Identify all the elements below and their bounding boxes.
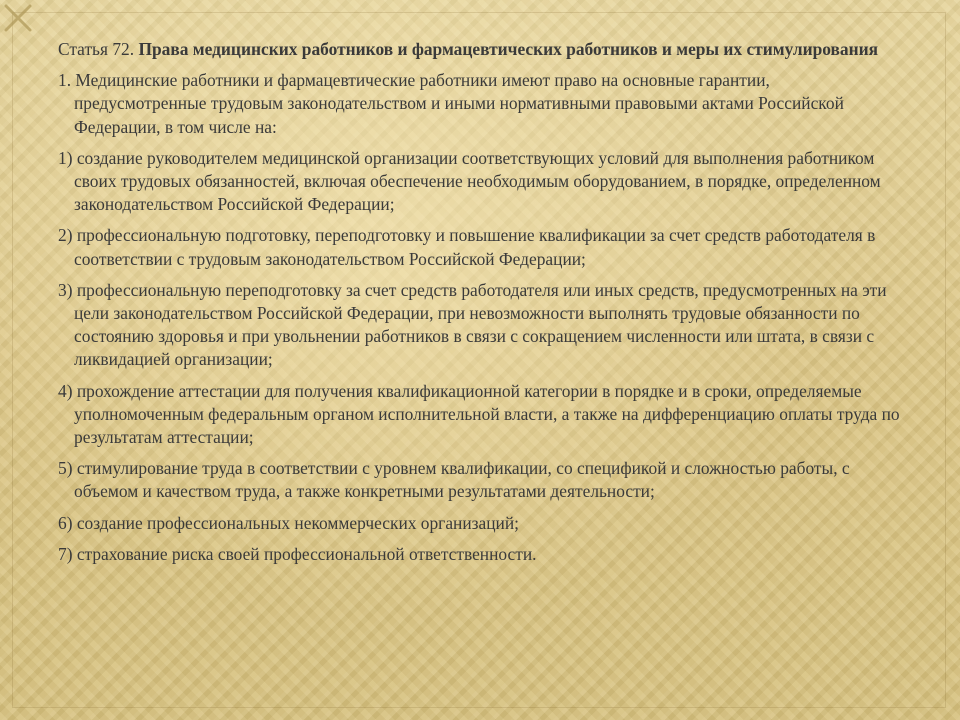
article-title: Права медицинских работников и фармацевтических работников и меры их стимулирования [138, 39, 879, 59]
paragraph-item-2: 2) профессиональную подготовку, переподготовку и повышение квалификации за счет средств работодателя в соответствии с трудовым законодательством Российской Федерации; [58, 225, 876, 269]
paragraph-item-5: 5) стимулирование труда в соответствии с уровнем квалификации, со спецификой и сложностью работы, с объемом и качеством труда, а также конкретными результатами деятельности; [58, 458, 850, 502]
paragraph-item-4: 4) прохождение аттестации для получения квалификационной категории в порядке и в сроки, определяемые уполномоченным федеральным органом исполнительной власти, а также на дифференциацию оплаты труда по результатам аттестации; [58, 380, 900, 448]
paragraph-intro: 1. Медицинские работники и фармацевтические работники имеют право на основные гарантии, предусмотренные трудовым законодательством и иными нормативными правовыми актами Российской Федерации, в том числе на: [58, 70, 844, 137]
article-label: Статья 72. [58, 39, 135, 59]
paragraph-item-6: 6) создание профессиональных некоммерческих организаций; [58, 512, 519, 533]
paragraph-item-7: 7) страхование риска своей профессиональной ответственности. [58, 543, 537, 564]
article-content [58, 38, 906, 574]
paragraph-item-1: 1) создание руководителем медицинской организации соответствующих условий для выполнения работником своих трудовых обязанностей, включая обеспечение необходимым оборудованием, в порядке, определенном законодательством Российской Федерации; [58, 147, 881, 215]
article-heading [58, 38, 906, 61]
paragraph-item-3: 3) профессиональную переподготовку за счет средств работодателя или иных средств, предусмотренных на эти цели законодательством Российской Федерации, при невозможности выполнять трудовые обязанности по состоянию здоровья и при увольнении работников в связи с сокращением численности или штата, в связи с ликвидацией организации; [58, 279, 887, 370]
corner-x-ornament-icon [0, 0, 40, 40]
